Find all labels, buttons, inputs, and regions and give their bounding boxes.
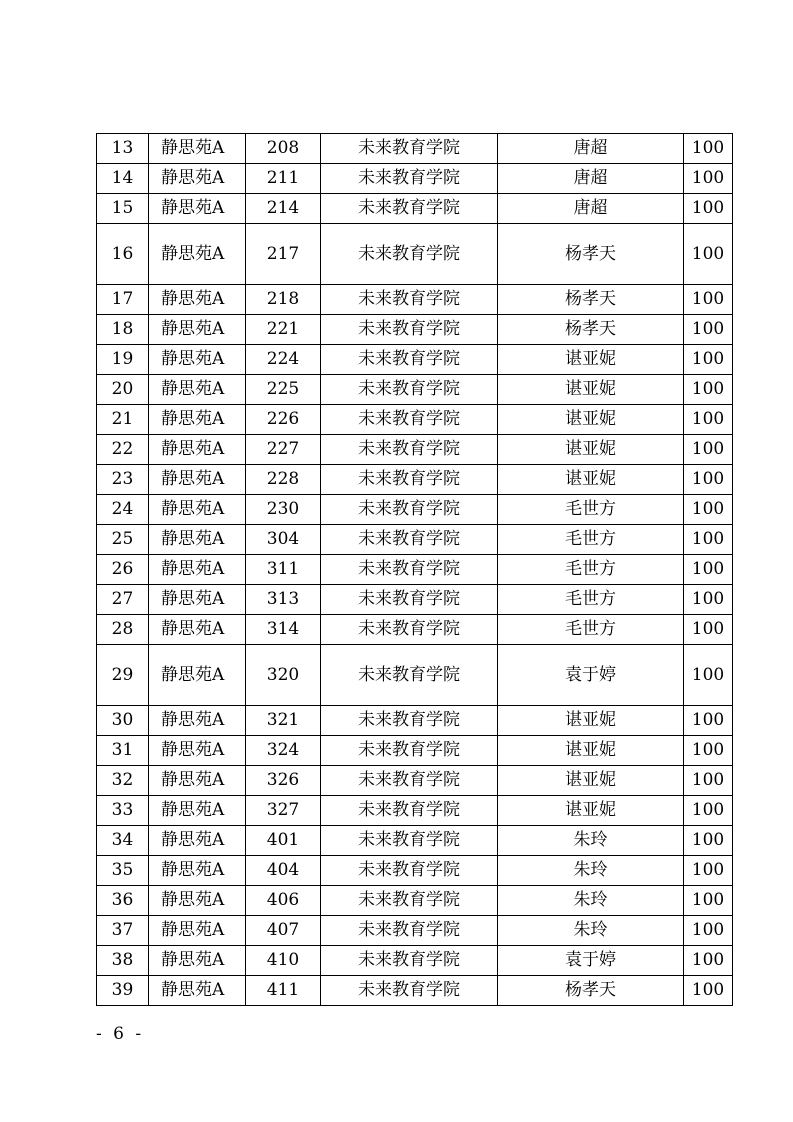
building-cell: 静思苑A xyxy=(149,375,246,405)
college-cell: 未来教育学院 xyxy=(321,886,498,916)
person-cell: 毛世方 xyxy=(498,585,684,615)
row-number: 30 xyxy=(97,706,149,736)
table-row xyxy=(97,525,733,555)
room-cell: 326 xyxy=(246,766,321,796)
table-row xyxy=(97,315,733,345)
college-cell: 未来教育学院 xyxy=(321,766,498,796)
score-cell: 100 xyxy=(684,134,733,164)
building-cell: 静思苑A xyxy=(149,886,246,916)
college-cell: 未来教育学院 xyxy=(321,224,498,285)
person-cell: 毛世方 xyxy=(498,525,684,555)
row-number: 37 xyxy=(97,916,149,946)
score-cell: 100 xyxy=(684,796,733,826)
college-cell: 未来教育学院 xyxy=(321,555,498,585)
building-cell: 静思苑A xyxy=(149,134,246,164)
person-cell: 谌亚妮 xyxy=(498,435,684,465)
college-cell: 未来教育学院 xyxy=(321,345,498,375)
college-cell: 未来教育学院 xyxy=(321,405,498,435)
score-cell: 100 xyxy=(684,916,733,946)
room-cell: 327 xyxy=(246,796,321,826)
table-row xyxy=(97,194,733,224)
score-cell: 100 xyxy=(684,946,733,976)
row-number: 23 xyxy=(97,465,149,495)
college-cell: 未来教育学院 xyxy=(321,495,498,525)
college-cell: 未来教育学院 xyxy=(321,134,498,164)
person-cell: 谌亚妮 xyxy=(498,345,684,375)
table-row xyxy=(97,555,733,585)
person-cell: 毛世方 xyxy=(498,555,684,585)
building-cell: 静思苑A xyxy=(149,465,246,495)
row-number: 36 xyxy=(97,886,149,916)
score-cell: 100 xyxy=(684,345,733,375)
row-number: 35 xyxy=(97,856,149,886)
room-cell: 314 xyxy=(246,615,321,645)
page-number: - 6 - xyxy=(96,1024,145,1044)
score-cell: 100 xyxy=(684,886,733,916)
building-cell: 静思苑A xyxy=(149,796,246,826)
table-row xyxy=(97,375,733,405)
building-cell: 静思苑A xyxy=(149,946,246,976)
person-cell: 杨孝天 xyxy=(498,976,684,1006)
row-number: 19 xyxy=(97,345,149,375)
table-row xyxy=(97,826,733,856)
room-cell: 321 xyxy=(246,706,321,736)
college-cell: 未来教育学院 xyxy=(321,796,498,826)
room-cell: 320 xyxy=(246,645,321,706)
score-cell: 100 xyxy=(684,164,733,194)
room-cell: 211 xyxy=(246,164,321,194)
table-row xyxy=(97,134,733,164)
college-cell: 未来教育学院 xyxy=(321,645,498,706)
room-cell: 221 xyxy=(246,315,321,345)
building-cell: 静思苑A xyxy=(149,585,246,615)
row-number: 28 xyxy=(97,615,149,645)
person-cell: 朱玲 xyxy=(498,826,684,856)
person-cell: 谌亚妮 xyxy=(498,706,684,736)
college-cell: 未来教育学院 xyxy=(321,615,498,645)
row-number: 14 xyxy=(97,164,149,194)
row-number: 27 xyxy=(97,585,149,615)
table-row xyxy=(97,706,733,736)
room-cell: 218 xyxy=(246,285,321,315)
room-cell: 224 xyxy=(246,345,321,375)
college-cell: 未来教育学院 xyxy=(321,315,498,345)
table-row xyxy=(97,736,733,766)
room-cell: 410 xyxy=(246,946,321,976)
college-cell: 未来教育学院 xyxy=(321,706,498,736)
building-cell: 静思苑A xyxy=(149,315,246,345)
score-cell: 100 xyxy=(684,766,733,796)
person-cell: 唐超 xyxy=(498,194,684,224)
table-row xyxy=(97,495,733,525)
dormitory-score-table xyxy=(96,133,733,1006)
person-cell: 谌亚妮 xyxy=(498,375,684,405)
building-cell: 静思苑A xyxy=(149,224,246,285)
building-cell: 静思苑A xyxy=(149,495,246,525)
person-cell: 谌亚妮 xyxy=(498,796,684,826)
college-cell: 未来教育学院 xyxy=(321,375,498,405)
score-cell: 100 xyxy=(684,525,733,555)
table-row xyxy=(97,224,733,285)
score-cell: 100 xyxy=(684,375,733,405)
score-cell: 100 xyxy=(684,194,733,224)
room-cell: 304 xyxy=(246,525,321,555)
score-cell: 100 xyxy=(684,585,733,615)
row-number: 26 xyxy=(97,555,149,585)
table-row xyxy=(97,435,733,465)
table-row xyxy=(97,164,733,194)
score-cell: 100 xyxy=(684,315,733,345)
room-cell: 214 xyxy=(246,194,321,224)
row-number: 24 xyxy=(97,495,149,525)
person-cell: 毛世方 xyxy=(498,495,684,525)
table-row xyxy=(97,615,733,645)
building-cell: 静思苑A xyxy=(149,916,246,946)
row-number: 15 xyxy=(97,194,149,224)
person-cell: 谌亚妮 xyxy=(498,766,684,796)
table-row xyxy=(97,886,733,916)
row-number: 29 xyxy=(97,645,149,706)
score-cell: 100 xyxy=(684,976,733,1006)
college-cell: 未来教育学院 xyxy=(321,285,498,315)
college-cell: 未来教育学院 xyxy=(321,525,498,555)
row-number: 17 xyxy=(97,285,149,315)
college-cell: 未来教育学院 xyxy=(321,916,498,946)
person-cell: 杨孝天 xyxy=(498,315,684,345)
person-cell: 袁于婷 xyxy=(498,645,684,706)
person-cell: 谌亚妮 xyxy=(498,405,684,435)
room-cell: 228 xyxy=(246,465,321,495)
person-cell: 朱玲 xyxy=(498,916,684,946)
row-number: 16 xyxy=(97,224,149,285)
score-cell: 100 xyxy=(684,405,733,435)
college-cell: 未来教育学院 xyxy=(321,946,498,976)
table-row xyxy=(97,585,733,615)
room-cell: 225 xyxy=(246,375,321,405)
person-cell: 杨孝天 xyxy=(498,285,684,315)
score-cell: 100 xyxy=(684,706,733,736)
college-cell: 未来教育学院 xyxy=(321,435,498,465)
row-number: 31 xyxy=(97,736,149,766)
building-cell: 静思苑A xyxy=(149,615,246,645)
row-number: 25 xyxy=(97,525,149,555)
college-cell: 未来教育学院 xyxy=(321,164,498,194)
row-number: 18 xyxy=(97,315,149,345)
row-number: 39 xyxy=(97,976,149,1006)
room-cell: 313 xyxy=(246,585,321,615)
score-cell: 100 xyxy=(684,435,733,465)
room-cell: 208 xyxy=(246,134,321,164)
person-cell: 谌亚妮 xyxy=(498,736,684,766)
person-cell: 杨孝天 xyxy=(498,224,684,285)
building-cell: 静思苑A xyxy=(149,856,246,886)
room-cell: 407 xyxy=(246,916,321,946)
building-cell: 静思苑A xyxy=(149,645,246,706)
room-cell: 404 xyxy=(246,856,321,886)
person-cell: 朱玲 xyxy=(498,886,684,916)
building-cell: 静思苑A xyxy=(149,525,246,555)
row-number: 38 xyxy=(97,946,149,976)
building-cell: 静思苑A xyxy=(149,976,246,1006)
table-row xyxy=(97,946,733,976)
college-cell: 未来教育学院 xyxy=(321,976,498,1006)
room-cell: 311 xyxy=(246,555,321,585)
table-row xyxy=(97,796,733,826)
room-cell: 401 xyxy=(246,826,321,856)
row-number: 22 xyxy=(97,435,149,465)
room-cell: 227 xyxy=(246,435,321,465)
table-row xyxy=(97,856,733,886)
score-cell: 100 xyxy=(684,465,733,495)
score-cell: 100 xyxy=(684,555,733,585)
room-cell: 411 xyxy=(246,976,321,1006)
table-row xyxy=(97,345,733,375)
college-cell: 未来教育学院 xyxy=(321,585,498,615)
table-row xyxy=(97,465,733,495)
score-cell: 100 xyxy=(684,645,733,706)
score-cell: 100 xyxy=(684,826,733,856)
table-row xyxy=(97,766,733,796)
score-cell: 100 xyxy=(684,615,733,645)
row-number: 21 xyxy=(97,405,149,435)
building-cell: 静思苑A xyxy=(149,736,246,766)
building-cell: 静思苑A xyxy=(149,435,246,465)
room-cell: 406 xyxy=(246,886,321,916)
row-number: 34 xyxy=(97,826,149,856)
table-row xyxy=(97,285,733,315)
college-cell: 未来教育学院 xyxy=(321,856,498,886)
building-cell: 静思苑A xyxy=(149,285,246,315)
row-number: 13 xyxy=(97,134,149,164)
score-cell: 100 xyxy=(684,856,733,886)
score-cell: 100 xyxy=(684,495,733,525)
building-cell: 静思苑A xyxy=(149,555,246,585)
row-number: 20 xyxy=(97,375,149,405)
room-cell: 230 xyxy=(246,495,321,525)
building-cell: 静思苑A xyxy=(149,345,246,375)
room-cell: 226 xyxy=(246,405,321,435)
row-number: 32 xyxy=(97,766,149,796)
table-row xyxy=(97,916,733,946)
score-cell: 100 xyxy=(684,736,733,766)
college-cell: 未来教育学院 xyxy=(321,194,498,224)
person-cell: 朱玲 xyxy=(498,856,684,886)
college-cell: 未来教育学院 xyxy=(321,736,498,766)
person-cell: 袁于婷 xyxy=(498,946,684,976)
row-number: 33 xyxy=(97,796,149,826)
building-cell: 静思苑A xyxy=(149,706,246,736)
person-cell: 唐超 xyxy=(498,134,684,164)
building-cell: 静思苑A xyxy=(149,194,246,224)
table-row xyxy=(97,405,733,435)
building-cell: 静思苑A xyxy=(149,164,246,194)
college-cell: 未来教育学院 xyxy=(321,826,498,856)
room-cell: 324 xyxy=(246,736,321,766)
college-cell: 未来教育学院 xyxy=(321,465,498,495)
building-cell: 静思苑A xyxy=(149,826,246,856)
table-row xyxy=(97,976,733,1006)
person-cell: 毛世方 xyxy=(498,615,684,645)
score-cell: 100 xyxy=(684,224,733,285)
table-row xyxy=(97,645,733,706)
score-cell: 100 xyxy=(684,285,733,315)
building-cell: 静思苑A xyxy=(149,405,246,435)
person-cell: 唐超 xyxy=(498,164,684,194)
person-cell: 谌亚妮 xyxy=(498,465,684,495)
room-cell: 217 xyxy=(246,224,321,285)
building-cell: 静思苑A xyxy=(149,766,246,796)
